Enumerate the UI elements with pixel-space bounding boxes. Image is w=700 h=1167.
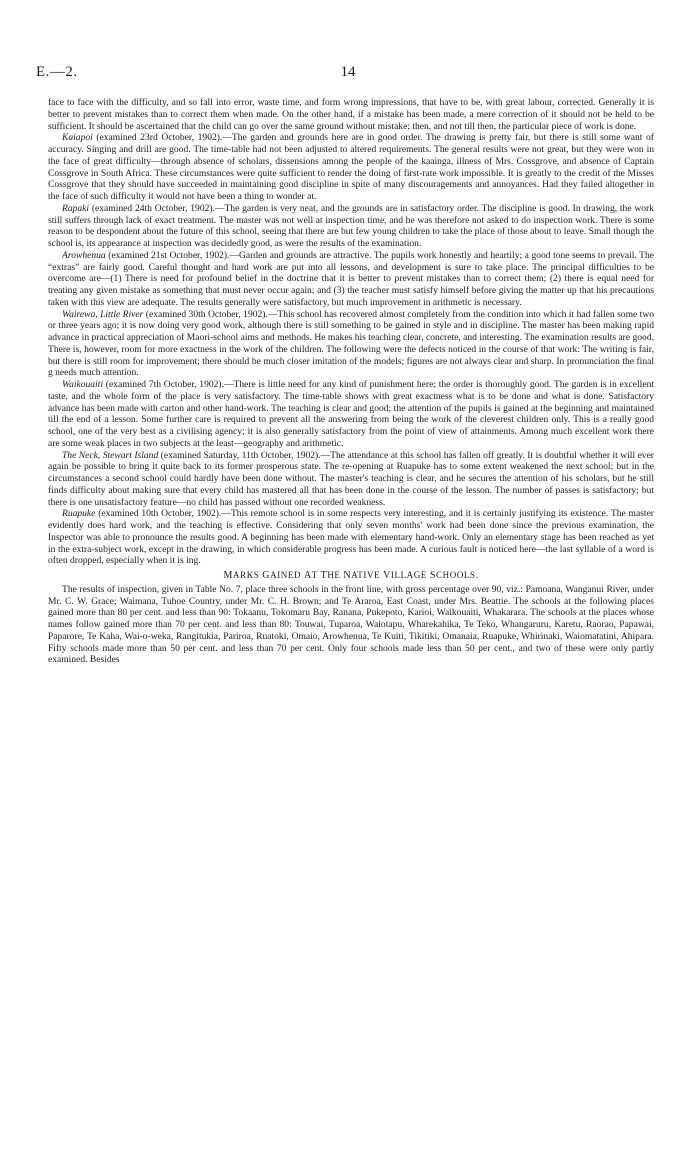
paragraph-waikouaiti: Waikouaiti (examined 7th October, 1902).—There is little need for any kind of punishment here; the order is thoroughly good. The garden is in excellent taste, and the whole form of the place is very satisfactory. The time-table shows with great exactness what is to be done and what is done. Satisfactory advance has been made with carton and other hand-work. The teaching is clear and good; the attention of the pupils is gained at the beginning and maintained till the end of a lesson. Some further care is required to prevent all the answering from being the work of the cleverest children only. This is a really good school, one of the very best as a civilising agency; it is also generally satisfactory from the point of view of attainments. Among much excellent work there are some weak places in two subjects at the least—geography and arithmetic. bbox=[48, 379, 654, 449]
paragraph-kaiapoi: Kaiapoi (examined 23rd October, 1902).—The garden and grounds here are in good order. The drawing is pretty fair, but there is still some want of accuracy. Singing and drill are good. The time-table had not been adjusted to altered requirements. The general results were not great, but they were won in the face of great difficulty—through absence of scholars, dissensions among the people of the kaainga, illness of Mrs. Cossgrove, and absence of Captain Cossgrove in South Africa. These circumstances were quite sufficient to render the doing of first-rate work impossible. It is greatly to the credit of the Misses Cossgrove that they should have succeeded in maintaining good discipline in spite of many discouragements and annoyances. Had they failed altogether in the face of such difficulty it would not have been a thing to wonder at. bbox=[48, 132, 654, 202]
school-name: Rapaki bbox=[62, 202, 90, 214]
paragraph-wairewa: Wairewa, Little River (examined 30th October, 1902).—This school has recovered almost completely from the condition into which it had fallen some two or three years ago; it is now doing very good work, although there is still something to be gained in style and in discipline. The master has been making rapid advance in practical appreciation of Maori-school aims and methods. He makes his teaching clear, concrete, and interesting. The examination results are good. There is, however, room for more exactness in the work of the children. The following were the defects noticed in the course of that work: The writing is fair, but there is still room for improvement; there should be much closer imitation of the models; figures are not always clear and sharp. In pronunciation the final g needs much attention. bbox=[48, 308, 654, 379]
school-name: Waikouaiti bbox=[62, 379, 104, 390]
school-name: The Neck, Stewart Island bbox=[62, 449, 159, 461]
school-name: Kaiapoi bbox=[62, 132, 93, 144]
paragraph-the-neck: The Neck, Stewart Island (examined Saturday, 11th October, 1902).—The attendance at this school has fallen off greatly. It is doubtful whether it will ever again be possible to bring it quite back to its former prosperous state. The re-opening at Ruapuke has to some extent weakened the next school; but in the circumstances a second school could hardly have been done without. The master's teaching is clear, and he secures the attention of his scholars, but he still finds difficulty about making sure that every child has mastered all that has been done in the course of the lesson. The number of passes is satisfactory; but there is one unsatisfactory feature—no child has passed without one recorded weakness. bbox=[48, 449, 654, 508]
document-reference: E.—2. bbox=[36, 64, 78, 80]
body-text bbox=[48, 97, 654, 666]
paragraph-ruapuke: Ruapuke (examined 10th October, 1902).—This remote school is in some respects very interesting, and it is certainly justifying its existence. The master evidently does hard work, and the teaching is effective. Considering that only seven months' work had been done since the previous examination, the Inspector was able to pronounce the results good. A beginning has been made with elementary hand-work. Only an elementary stage has been reached as yet in the extra-subject work, except in the drawing, in which considerable progress has been made. A curious fault is noticed here—the last syllable of a word is often dropped, especially when it is ing. bbox=[48, 508, 654, 567]
paragraph-continuation: face to face with the difficulty, and so fall into error, waste time, and form wrong impressions, that have to be, with great labour, corrected. Generally it is better to prevent mistakes than to correct them when made. On the other hand, if a mistake has been made, a mere correction of it should not be held to be sufficient. It should be ascertained that the child can go over the same ground without mistake; then, and not till then, the particular piece of work is done. bbox=[48, 97, 654, 132]
page-number: 14 bbox=[340, 64, 356, 80]
section-heading: MARKS GAINED AT THE NATIVE VILLAGE SCHOOLS. bbox=[223, 570, 479, 581]
paragraph-rapaki: Rapaki (examined 24th October, 1902).—The garden is very neat, and the grounds are in satisfactory order. The discipline is good. In drawing, the work still suffers through lack of exact treatment. The master was not well at inspection time, and he was therefore not asked to do inspection work. There is some reason to be despondent about the future of this school, seeing that there are but few young children to take the place of those about to leave. Small though the school is, its appearance at inspection was decidedly good, as were the results of the examination. bbox=[48, 202, 654, 249]
school-name: Arowhenua bbox=[62, 249, 106, 261]
paragraph-marks-results: The results of inspection, given in Table No. 7, place three schools in the front line, with gross percentage over 90, viz.: Pamoana, Wanganui River, under Mr. C. W. Grace; Waimana, Tuhoe Country, under Mr. C. H. Brown; and Te Araroa, East Coast, under Mrs. Beattie. The schools at the following places gained more than 80 per cent. and less than 90: Tokaanu, Tokomaru Bay, Ranana, Pukepoto, Karioi, Waikouaiti, Whakarara. The schools at the places whose names follow gained more than 70 per cent. and less than 80: Touwai, Tuparoa, Waiotapu, Wharekahika, Te Teko, Whangaruru, Karetu, Raorao, Papawai, Paparore, Te Kaha, Wai-o-weka, Rangitukia, Pariroa, Ruatoki, Omaio, Arowhenua, Te Kuiti, Tikitiki, Omanaia, Ruapuke, Whirinaki, Waiomatatini, Ahipara. Fifty schools made more than 50 per cent. and less than 70 per cent. Only four schools made less than 50 per cent., and two of these were only partly examined. Besides bbox=[48, 583, 654, 666]
school-name: Wairewa, Little River bbox=[62, 308, 144, 320]
paragraph-arowhenua: Arowhenua (examined 21st October, 1902).—Garden and grounds are attractive. The pupils work honestly and heartily; a good tone seems to prevail. The “extras” are fairly good. Careful thought and hard work are put into all lessons, and development is sure to take place. The principal difficulties to be overcome are—(1) There is need for profound belief in the doctrine that it is better to prevent mistakes than to correct them; (2) there is equal need for treating any given mistake as something that must never occur again; and (3) the teacher must satisfy himself before giving the matter up that his precautions taken with this view are adequate. The results generally were satisfactory, but much improvement in arithmetic is necessary. bbox=[48, 249, 654, 308]
page-header bbox=[36, 64, 660, 84]
school-name: Ruapuke bbox=[62, 508, 96, 520]
